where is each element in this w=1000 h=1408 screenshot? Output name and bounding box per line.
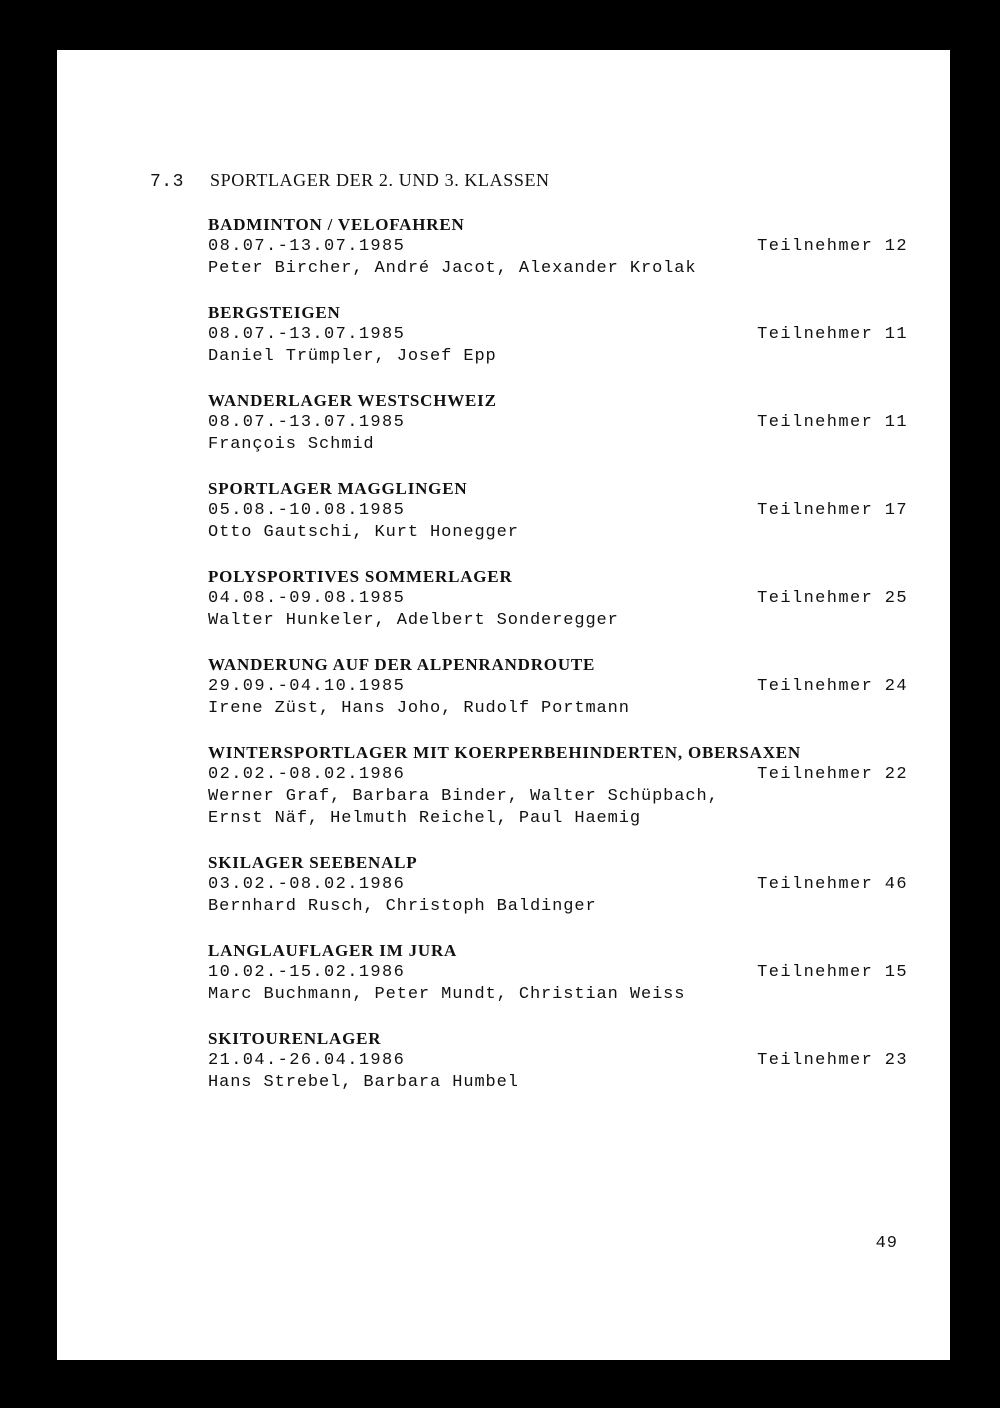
camp-entry — [208, 566, 908, 632]
camp-entry — [208, 654, 908, 720]
camp-leaders: Hans Strebel, Barbara Humbel — [208, 1073, 519, 1092]
camp-participants: Teilnehmer 25 — [757, 589, 908, 608]
camp-entry — [208, 390, 908, 456]
camp-title: WINTERSPORTLAGER MIT KOERPERBEHINDERTEN, OBERSAXEN — [208, 743, 801, 762]
camp-leaders: Marc Buchmann, Peter Mundt, Christian Weiss — [208, 985, 686, 1004]
camp-info-row — [208, 324, 908, 346]
camp-participants: Teilnehmer 12 — [757, 237, 908, 256]
camp-info-row — [208, 676, 908, 698]
camp-title: LANGLAUFLAGER IM JURA — [208, 941, 458, 960]
camp-info-row — [208, 588, 908, 610]
camp-info-row — [208, 1050, 908, 1072]
camp-title: BERGSTEIGEN — [208, 303, 341, 322]
camp-info-row — [208, 236, 908, 258]
camp-leaders: Walter Hunkeler, Adelbert Sonderegger — [208, 611, 619, 630]
camp-leaders: Daniel Trümpler, Josef Epp — [208, 347, 497, 366]
camp-dates: 04.08.-09.08.1985 — [208, 589, 406, 608]
camp-title: WANDERUNG AUF DER ALPENRANDROUTE — [208, 655, 596, 674]
camp-participants: Teilnehmer 23 — [757, 1051, 908, 1070]
camp-info-row — [208, 500, 908, 522]
camp-entry — [208, 214, 908, 280]
section-number: 7.3 — [150, 172, 184, 192]
camp-entry — [208, 940, 908, 1006]
camp-participants: Teilnehmer 11 — [757, 413, 908, 432]
camp-dates: 03.02.-08.02.1986 — [208, 875, 406, 894]
camp-participants: Teilnehmer 22 — [757, 765, 908, 784]
section-heading — [150, 170, 550, 192]
camp-participants: Teilnehmer 24 — [757, 677, 908, 696]
camp-participants: Teilnehmer 46 — [757, 875, 908, 894]
camp-info-row — [208, 764, 908, 786]
document-page — [57, 50, 950, 1360]
camp-title: SKITOURENLAGER — [208, 1029, 382, 1048]
camp-title: SPORTLAGER MAGGLINGEN — [208, 479, 468, 498]
camp-participants: Teilnehmer 11 — [757, 325, 908, 344]
section-title: SPORTLAGER DER 2. UND 3. KLASSEN — [210, 170, 550, 190]
camp-leaders: Bernhard Rusch, Christoph Baldinger — [208, 897, 597, 916]
camp-entry — [208, 478, 908, 544]
camp-leaders: Irene Züst, Hans Joho, Rudolf Portmann — [208, 699, 630, 718]
camp-dates: 21.04.-26.04.1986 — [208, 1051, 406, 1070]
camp-dates: 08.07.-13.07.1985 — [208, 237, 406, 256]
camp-entry — [208, 302, 908, 368]
camp-info-row — [208, 412, 908, 434]
camp-leaders: Werner Graf, Barbara Binder, Walter Schüpbach, Ernst Näf, Helmuth Reichel, Paul Haemig — [208, 787, 719, 828]
camp-list — [208, 214, 908, 1116]
camp-dates: 10.02.-15.02.1986 — [208, 963, 406, 982]
camp-entry — [208, 1028, 908, 1094]
camp-leaders: François Schmid — [208, 435, 375, 454]
camp-dates: 05.08.-10.08.1985 — [208, 501, 406, 520]
camp-leaders: Otto Gautschi, Kurt Honegger — [208, 523, 519, 542]
camp-leaders: Peter Bircher, André Jacot, Alexander Krolak — [208, 259, 697, 278]
camp-dates: 29.09.-04.10.1985 — [208, 677, 406, 696]
camp-info-row — [208, 874, 908, 896]
camp-participants: Teilnehmer 17 — [757, 501, 908, 520]
camp-info-row — [208, 962, 908, 984]
page-number: 49 — [875, 1234, 898, 1253]
camp-participants: Teilnehmer 15 — [757, 963, 908, 982]
camp-title: WANDERLAGER WESTSCHWEIZ — [208, 391, 497, 410]
camp-dates: 02.02.-08.02.1986 — [208, 765, 406, 784]
camp-entry — [208, 742, 908, 830]
camp-entry — [208, 852, 908, 918]
camp-dates: 08.07.-13.07.1985 — [208, 413, 406, 432]
camp-title: BADMINTON / VELOFAHREN — [208, 215, 465, 234]
camp-title: POLYSPORTIVES SOMMERLAGER — [208, 567, 513, 586]
camp-title: SKILAGER SEEBENALP — [208, 853, 418, 872]
camp-dates: 08.07.-13.07.1985 — [208, 325, 406, 344]
